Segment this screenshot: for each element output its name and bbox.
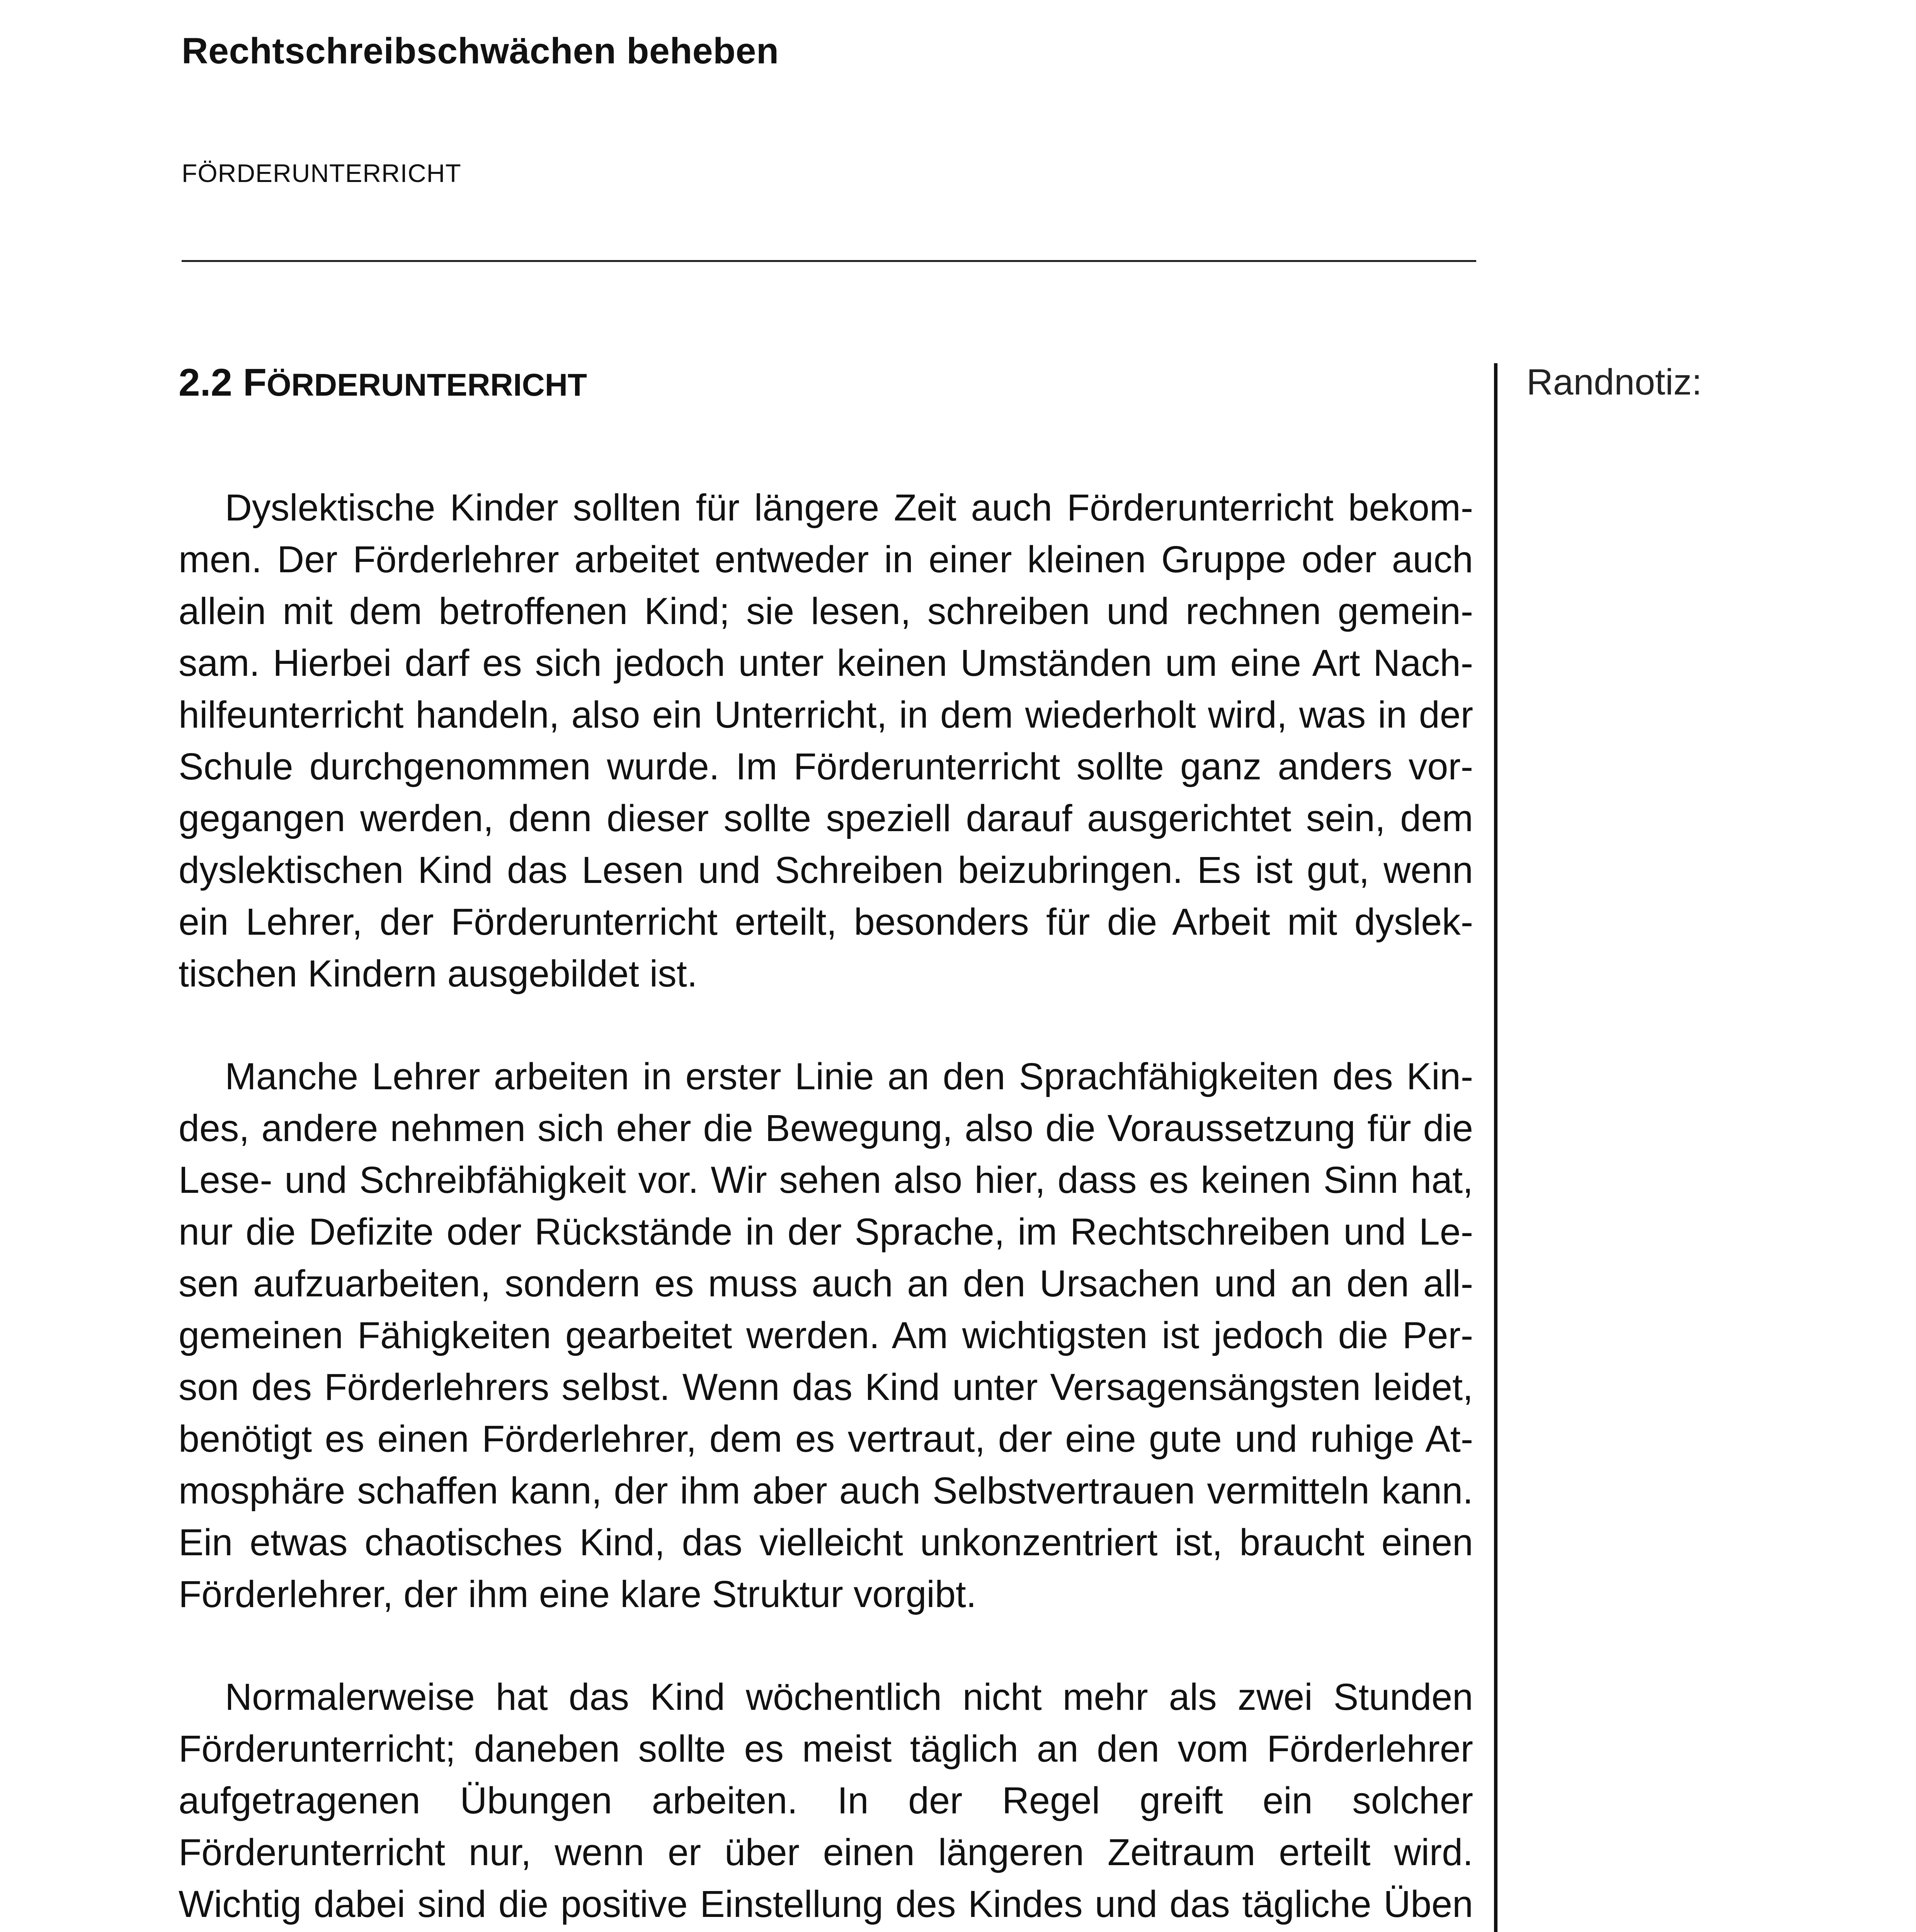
margin-note-label: Randnotiz:	[1526, 362, 1702, 403]
main-content	[179, 357, 1473, 1932]
running-header-title: Rechtschreibschwächen beheben	[182, 31, 779, 71]
section-heading-2-2	[179, 357, 1473, 410]
section-number: 2.2	[179, 361, 233, 404]
header-divider	[182, 260, 1476, 262]
margin-divider	[1494, 363, 1497, 1932]
section-title: FÖRDERUNTERRICHT	[243, 361, 587, 404]
running-header-section: FÖRDERUNTERRICHT	[182, 159, 461, 187]
paragraph: Normalerweise hat das Kind wöchentlich nicht mehr als zwei Stunden Förderunterricht; daneben sollte es meist täglich an den vom Förderlehrer aufgetragenen Übungen arbeiten. In der Regel greift ein solcher Förderunterricht nur, wenn er über einen längeren Zeitraum erteilt wird. Wichtig dabei sind die positive Einstellung des Kindes und das tägliche Üben	[179, 1676, 1473, 1925]
paragraph: Manche Lehrer arbeiten in erster Linie an den Sprachfähigkeiten des Kindes, andere nehmen sich eher die Bewegung, also die Voraussetzung für die Lese- und Schreibfähigkeit vor. Wir sehen also hier, dass es keinen Sinn hat, nur die Defizite oder Rückstände in der Sprache, im Rechtschreiben und Lesen aufzuarbeiten, sondern es muss auch an den Ursachen und an den allgemeinen Fähigkeiten gearbeitet werden. Am wichtigsten ist jedoch die Person des Förderlehrers selbst. Wenn das Kind unter Versagensängsten leidet, benötigt es einen Förderlehrer, dem es vertraut, der eine gute und ruhige Atmosphäre schaffen kann, der ihm aber auch Selbstvertrauen vermitteln kann. Ein etwas chaotisches Kind, das vielleicht unkonzentriert ist, braucht einen Förderlehrer, der ihm eine klare Struktur vorgibt.	[179, 1055, 1473, 1615]
paragraph: Dyslektische Kinder sollten für längere Zeit auch Förderunterricht bekommen. Der Förderlehrer arbeitet entweder in einer kleinen Gruppe oder auch allein mit dem betroffenen Kind; sie lesen, schreiben und rechnen gemeinsam. Hierbei darf es sich jedoch unter keinen Umständen um eine Art Nachhilfeunterricht handeln, also ein Unterricht, in dem wiederholt wird, was in der Schule durchgenommen wurde. Im Förderunterricht sollte ganz anders vorgegangen werden, denn dieser sollte speziell darauf ausgerichtet sein, dem dyslektischen Kind das Lesen und Schreiben beizubringen. Es ist gut, wenn ein Lehrer, der Förderunterricht erteilt, besonders für die Arbeit mit dyslektischen Kindern ausgebildet ist.	[179, 486, 1473, 995]
